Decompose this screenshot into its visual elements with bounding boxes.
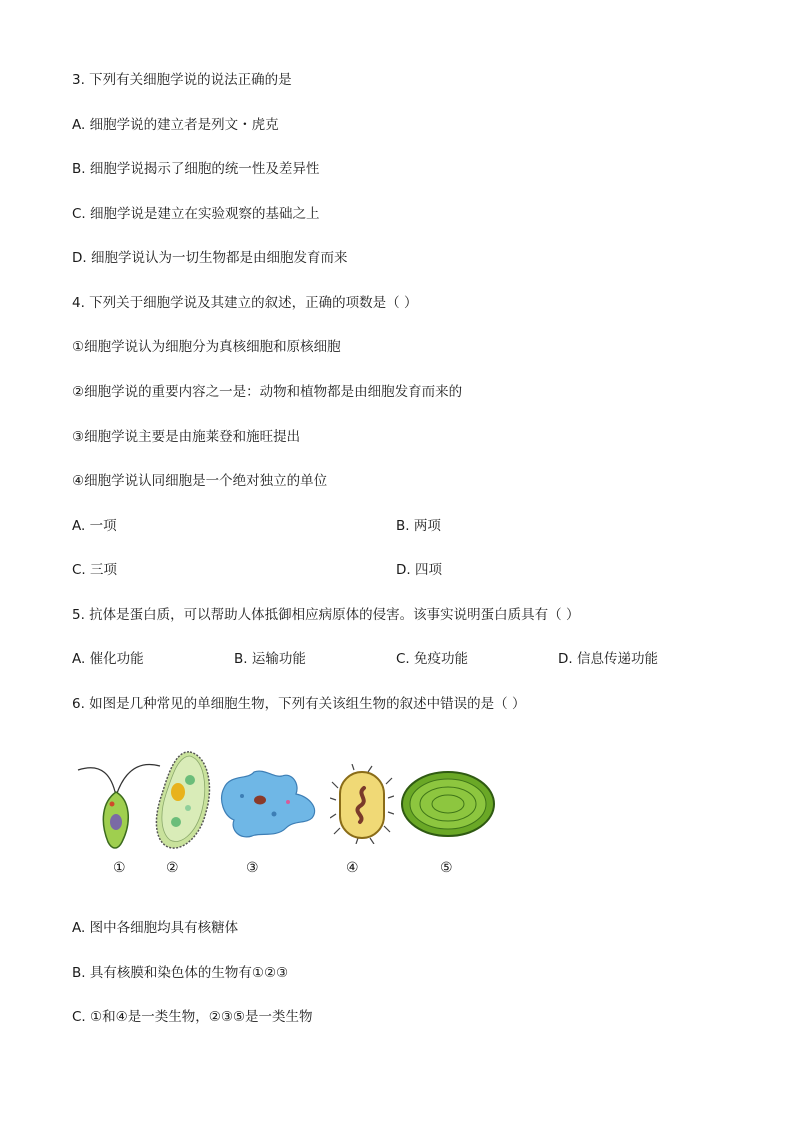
chlorella-illustration bbox=[400, 770, 496, 838]
figure-label-2: ② bbox=[166, 860, 179, 876]
q4-statement-4: ④细胞学说认同细胞是一个绝对独立的单位 bbox=[72, 473, 328, 489]
q6-stem: 6. 如图是几种常见的单细胞生物，下列有关该组生物的叙述中错误的是（ ） bbox=[72, 696, 526, 712]
q6-option-c: C. ①和④是一类生物，②③⑤是一类生物 bbox=[72, 1009, 313, 1025]
figure-label-3: ③ bbox=[246, 860, 259, 876]
q5-stem: 5. 抗体是蛋白质，可以帮助人体抵御相应病原体的侵害。该事实说明蛋白质具有（ ） bbox=[72, 607, 580, 623]
q4-statement-1: ①细胞学说认为细胞分为真核细胞和原核细胞 bbox=[72, 339, 341, 355]
q4-option-c: C. 三项 bbox=[72, 562, 118, 578]
figure-label-4: ④ bbox=[346, 860, 359, 876]
q3-option-c: C. 细胞学说是建立在实验观察的基础之上 bbox=[72, 206, 320, 222]
q4-stem: 4. 下列关于细胞学说及其建立的叙述，正确的项数是（ ） bbox=[72, 295, 418, 311]
figure-label-1: ① bbox=[113, 860, 126, 876]
q6-option-b: B. 具有核膜和染色体的生物有①②③ bbox=[72, 965, 289, 981]
q4-option-d: D. 四项 bbox=[396, 562, 442, 578]
bacterium-illustration bbox=[330, 764, 394, 844]
euglena-illustration bbox=[72, 756, 162, 854]
q5-option-b: B. 运输功能 bbox=[234, 651, 306, 667]
q4-option-a: A. 一项 bbox=[72, 518, 117, 534]
q3-stem: 3. 下列有关细胞学说的说法正确的是 bbox=[72, 72, 292, 88]
q6-option-a: A. 图中各细胞均具有核糖体 bbox=[72, 920, 239, 936]
q5-option-c: C. 免疫功能 bbox=[396, 651, 469, 667]
q4-statement-2: ②细胞学说的重要内容之一是：动物和植物都是由细胞发育而来的 bbox=[72, 384, 463, 400]
q3-option-b: B. 细胞学说揭示了细胞的统一性及差异性 bbox=[72, 161, 320, 177]
q4-statement-3: ③细胞学说主要是由施莱登和施旺提出 bbox=[72, 429, 301, 445]
q5-option-d: D. 信息传递功能 bbox=[558, 651, 658, 667]
q5-option-a: A. 催化功能 bbox=[72, 651, 144, 667]
q3-option-d: D. 细胞学说认为一切生物都是由细胞发育而来 bbox=[72, 250, 348, 266]
paramecium-illustration bbox=[150, 746, 216, 858]
q3-option-a: A. 细胞学说的建立者是列文・虎克 bbox=[72, 117, 279, 133]
amoeba-illustration bbox=[216, 766, 324, 842]
q4-option-b: B. 两项 bbox=[396, 518, 441, 534]
figure-label-5: ⑤ bbox=[440, 860, 453, 876]
